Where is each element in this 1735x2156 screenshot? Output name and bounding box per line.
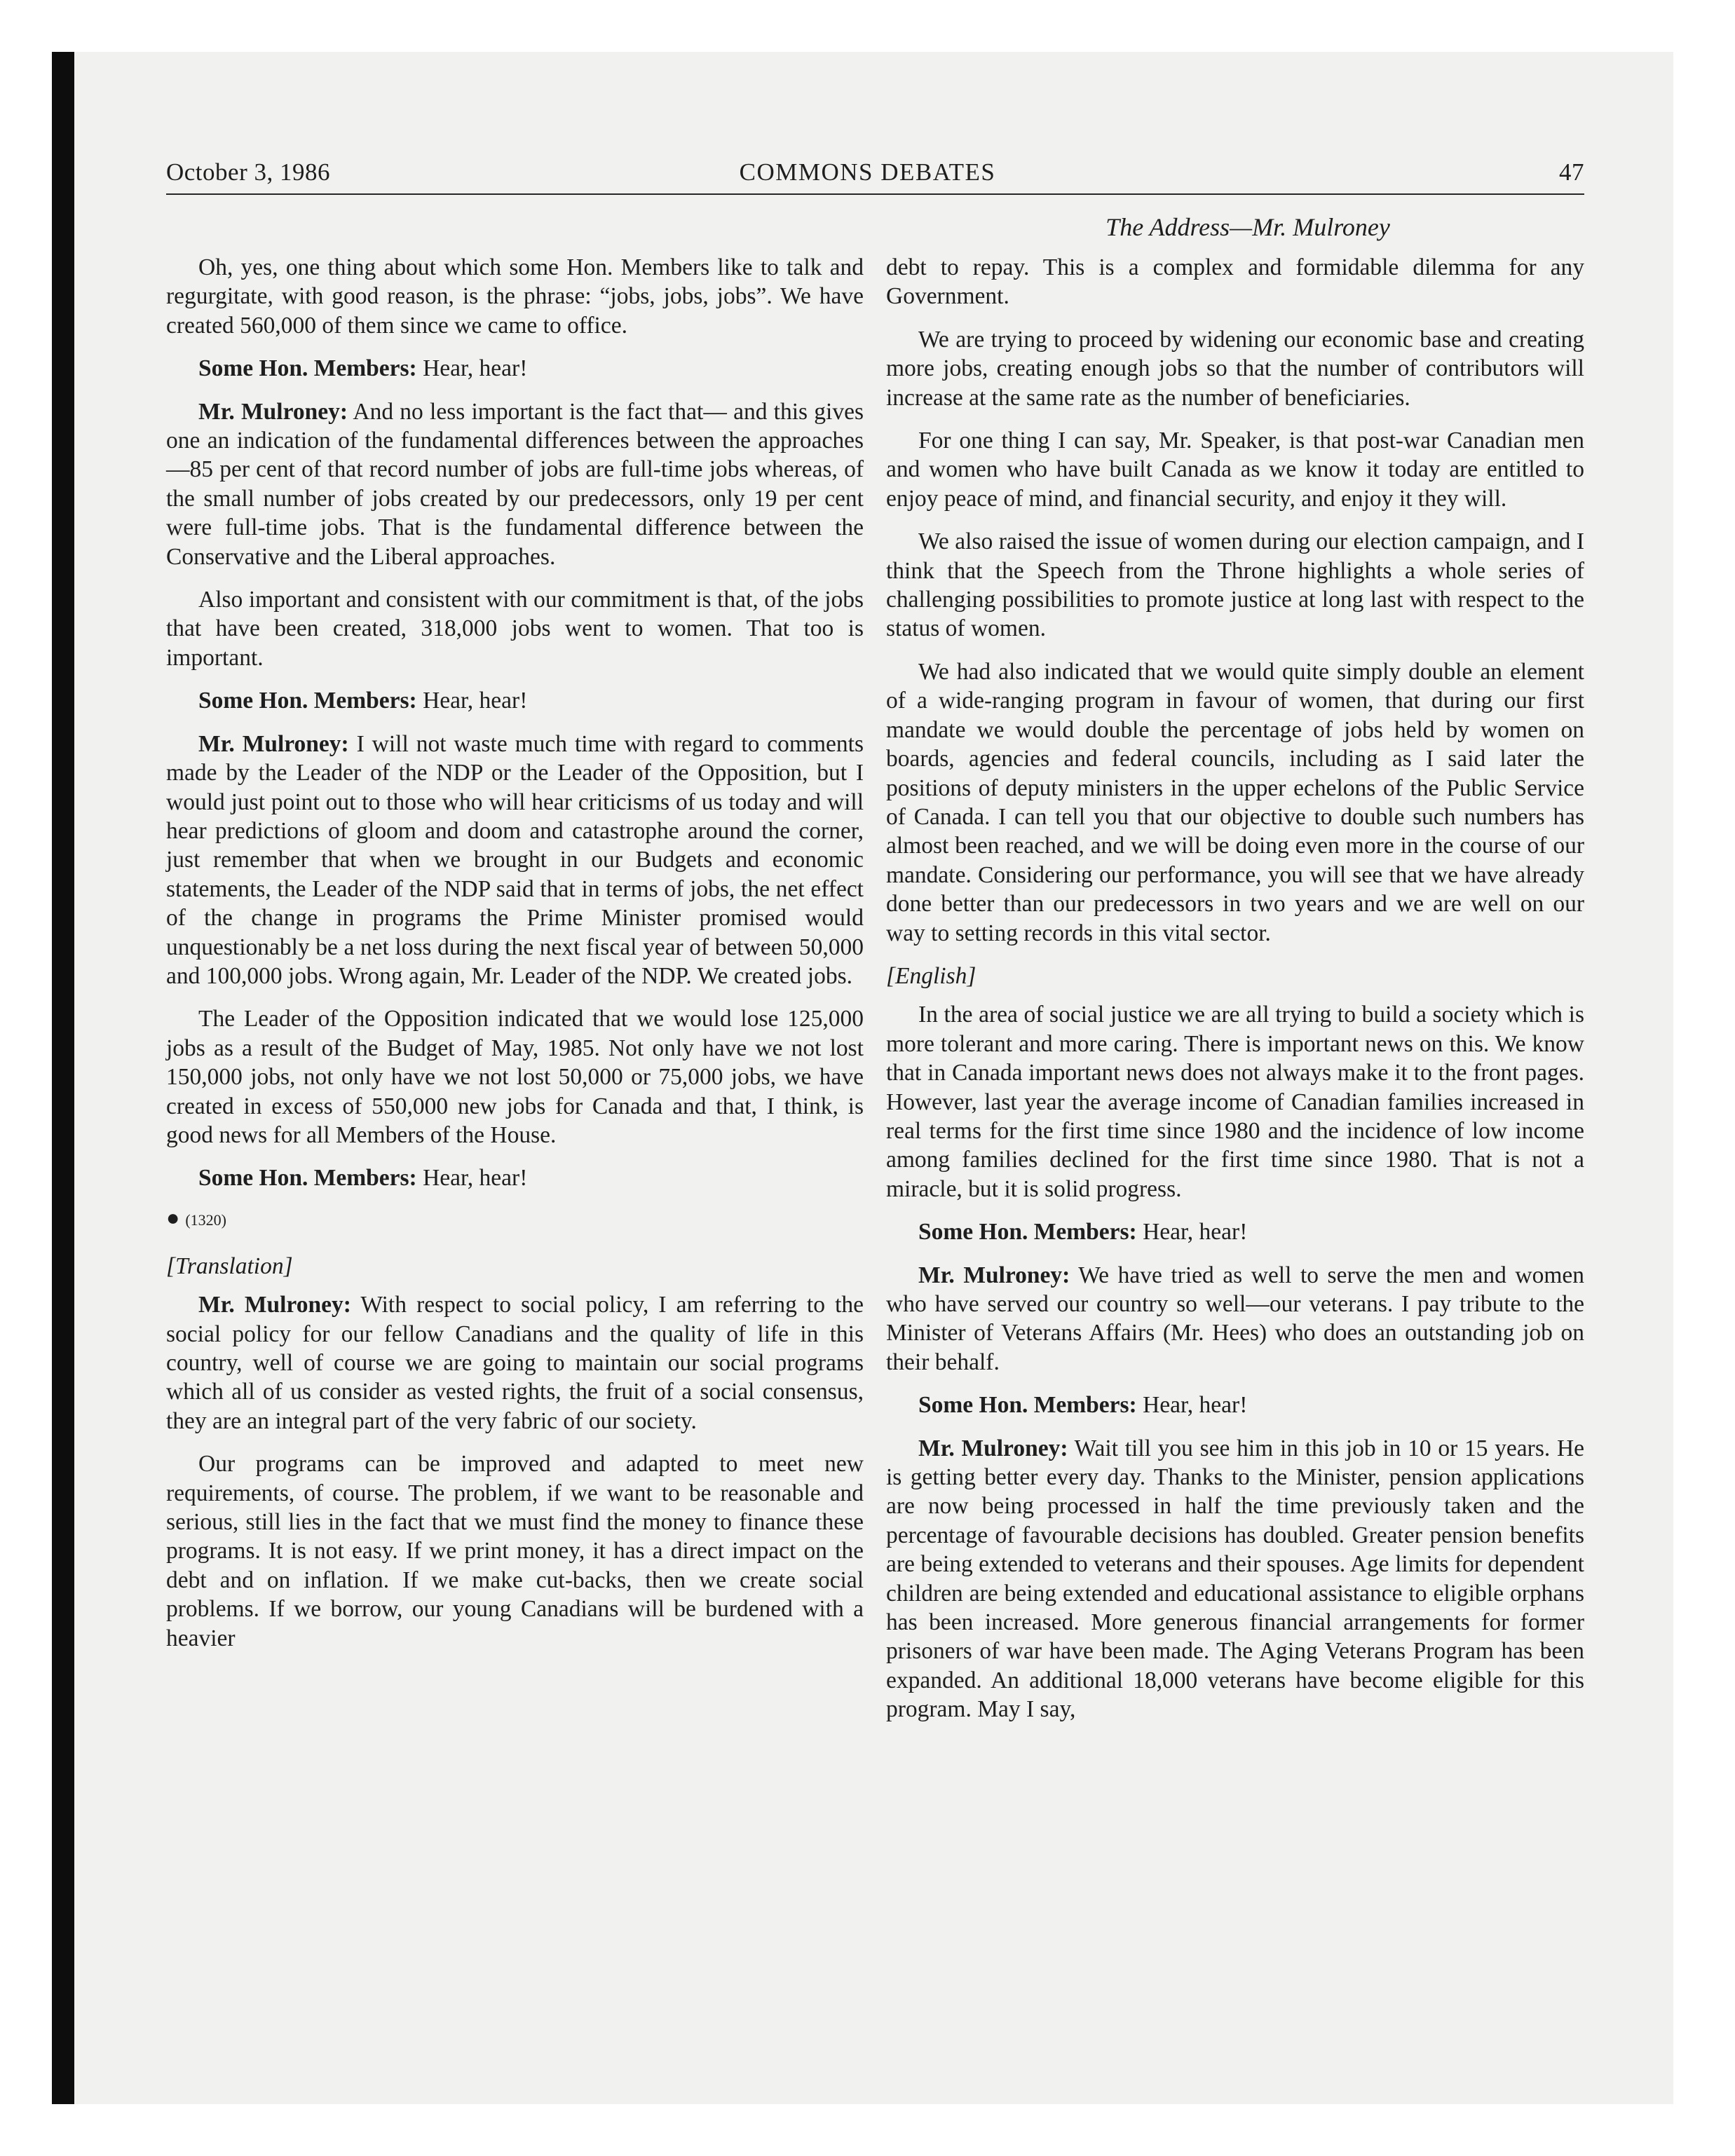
paragraph-text: The Leader of the Opposition indicated that we would lose 125,000 jobs as a result of the Budget of May, 1985. Not only have we not lost 150,000 jobs, not only have we not lost 50,000 or 75,000 jobs, we have created in excess of 550,000 new jobs for Canada and that, I think, is good news for all Members of the House.	[166, 1006, 864, 1148]
paragraph-text: Also important and consistent with our commitment is that, of the jobs that have been created, 318,000 jobs went to women. That too is important.	[166, 587, 864, 671]
paragraph-text: Hear, hear!	[1136, 1219, 1248, 1246]
speech-paragraph	[886, 1261, 1584, 1377]
paragraph-text: Hear, hear!	[416, 1165, 528, 1192]
paragraph-text: Oh, yes, one thing about which some Hon. Members like to talk and regurgitate, with good reason, is the phrase: “jobs, jobs, jobs”. We have created 560,000 of them since we came to office.	[166, 254, 864, 339]
header-date: October 3, 1986	[166, 158, 330, 186]
paragraph-text: For one thing I can say, Mr. Speaker, is that post-war Canadian men and women who have built Canada as we know it today are entitled to enjoy peace of mind, and financial security, and enjoy it they will.	[886, 428, 1584, 512]
speech-paragraph	[166, 1164, 864, 1192]
running-head: The Address—Mr. Mulroney	[1105, 213, 1390, 241]
speaker-name: Mr. Mulroney:	[918, 1262, 1070, 1288]
binding-shadow	[52, 52, 74, 2104]
bullet-icon: ●	[166, 1204, 180, 1230]
paragraph-text: We are trying to proceed by widening our economic base and creating more jobs, creating enough jobs so that the number of contributors will increase at the same rate as the number of beneficiaries.	[886, 326, 1584, 411]
speech-paragraph	[166, 397, 864, 571]
speech-paragraph	[886, 1217, 1584, 1246]
speaker-name: Some Hon. Members:	[918, 1219, 1137, 1246]
paragraph	[886, 325, 1584, 412]
paragraph-text: We have tried as well to serve the men and women who have served our country so well—our veterans. I pay tribute to the Minister of Veterans Affairs (Mr. Hees) who does an outstanding job on their behalf.	[886, 1262, 1584, 1375]
paragraph	[166, 253, 864, 340]
paragraph-text: Wait till you see him in this job in 10 or 15 years. He is getting better every day. Thanks to the Minister, pension applications are now being processed in half the time previously taken and the percentage of favourable decisions has doubled. Greater pension benefits are being extended to veterans and their spouses. Age limits for dependent children are being extended and educational assistance to eligible orphans has been increased. More generous financial arrangements for former prisoners of war have been made. The Aging Veterans Program has been expanded. An additional 18,000 veterans have become eligible for this program. May I say,	[886, 1435, 1585, 1723]
left-column	[166, 253, 864, 1667]
speaker-name: Some Hon. Members:	[198, 688, 417, 714]
time-marker-text: (1320)	[185, 1210, 226, 1229]
header-rule	[166, 193, 1584, 195]
paragraph-text: Our programs can be improved and adapted to meet new requirements, of course. The problem, if we want to be reasonable and serious, still lies in the fact that we must find the money to finance these programs. It is not easy. If we print money, it has a direct impact on the debt and on inflation. If we make cut-backs, then we create social problems. If we borrow, our young Canadians will be burdened with a heavier	[166, 1451, 864, 1651]
language-note: [Translation]	[166, 1253, 293, 1279]
paragraph-text: Hear, hear!	[416, 355, 528, 382]
speech-paragraph	[166, 1290, 864, 1435]
paragraph	[166, 1449, 864, 1653]
speech-paragraph	[166, 686, 864, 715]
language-note: [English]	[886, 962, 977, 989]
paragraph	[886, 1000, 1584, 1203]
paragraph-text: We also raised the issue of women during our election campaign, and I think that the Speech from the Throne highlights a whole series of challenging possibilities to promote justice at long last with respect to the status of women.	[886, 528, 1584, 642]
paragraph-text: I will not waste much time with regard to comments made by the Leader of the NDP or the Leader of the Opposition, but I would just point out to those who will hear criticisms of us today and will hear predictions of gloom and doom and catastrophe around the corner, just remember that when we brought in our Budgets and economic statements, the Leader of the NDP said that in terms of jobs, the net effect of the change in programs the Prime Minister promised would unquestionably be a net loss during the next fiscal year of between 50,000 and 100,000 jobs. Wrong again, Mr. Leader of the NDP. We created jobs.	[166, 730, 864, 989]
page-number: 47	[1559, 158, 1584, 186]
paragraph	[166, 585, 864, 672]
paragraph	[886, 527, 1584, 643]
paragraph-text: And no less important is the fact that— and this gives one an indication of the fundamental differences between the approaches—85 per cent of that record number of jobs are full-time jobs whereas, of the small number of jobs created by our predecessors, only 19 per cent were full-time jobs. That is the fundamental difference between the Conservative and the Liberal approaches.	[166, 398, 864, 570]
speaker-name: Mr. Mulroney:	[918, 1435, 1068, 1461]
paragraph	[166, 1004, 864, 1149]
speech-paragraph	[166, 730, 864, 991]
paragraph	[886, 426, 1584, 513]
speaker-name: Mr. Mulroney:	[198, 730, 349, 757]
speaker-name: Mr. Mulroney:	[198, 398, 348, 425]
paragraph	[886, 657, 1584, 948]
speech-paragraph	[886, 1391, 1584, 1419]
paragraph-text: Hear, hear!	[1136, 1392, 1248, 1419]
paragraph	[886, 253, 1584, 311]
time-marker	[166, 1204, 864, 1231]
speech-paragraph	[166, 354, 864, 383]
paragraph-text: In the area of social justice we are all trying to build a society which is more tolerant and more caring. There is important news on this. We know that in Canada important news does not always make it to the front pages. However, last year the average income of Canadian families increased in real terms for the first time since 1980 and the incidence of low income among families declined for the first time since 1980. That is not a miracle, but it is solid progress.	[886, 1002, 1584, 1202]
speaker-name: Some Hon. Members:	[918, 1392, 1137, 1419]
right-column	[886, 253, 1584, 1738]
speaker-name: Some Hon. Members:	[198, 355, 417, 382]
paragraph-text: Hear, hear!	[416, 688, 528, 714]
header-title: COMMONS DEBATES	[739, 158, 996, 186]
speech-paragraph	[886, 1434, 1584, 1724]
speaker-name: Mr. Mulroney:	[198, 1292, 351, 1318]
paragraph-text: We had also indicated that we would quite simply double an element of a wide-ranging program in favour of women, that during our first mandate we would double the percentage of jobs held by women on boards, agencies and federal councils, including as I said later the positions of deputy ministers in the upper echelons of the Public Service of Canada. I can tell you that our objective to double such numbers has almost been reached, and we will be doing even more in the course of our mandate. Considering our performance, you will see that we have already done better than our predecessors in two years and we are well on our way to setting records in this vital sector.	[886, 658, 1584, 946]
paragraph-text: With respect to social policy, I am referring to the social policy for our fellow Canadians and the quality of life in this country, well of course we are going to maintain our social programs which all of us consider as vested rights, the fruit of a social consensus, they are an integral part of the very fabric of our society.	[166, 1292, 864, 1434]
speaker-name: Some Hon. Members:	[198, 1165, 417, 1192]
paragraph-text: debt to repay. This is a complex and formidable dilemma for any Government.	[886, 254, 1584, 310]
